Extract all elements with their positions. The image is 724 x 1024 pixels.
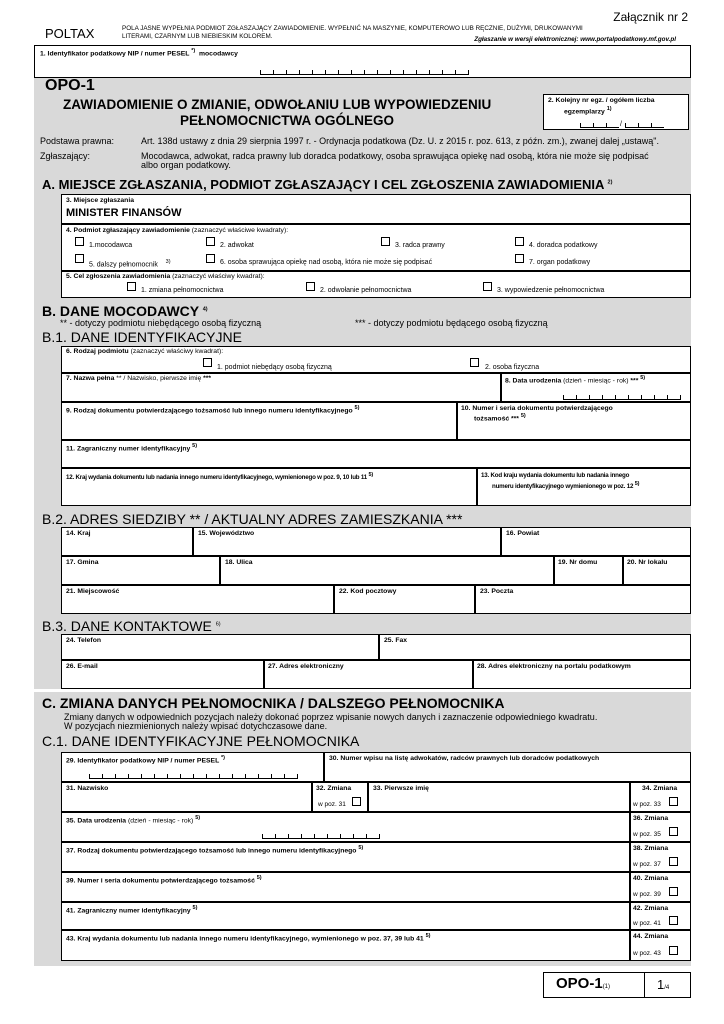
c1-title: C.1. DANE IDENTYFIKACYJNE PEŁNOMOCNIKA [42, 733, 360, 749]
field-24-label: 24. Telefon [66, 637, 101, 644]
field-2-label-line2: egzemplarzy $^{1)}$ [564, 106, 612, 116]
field-23-label: 23. Poczta [480, 588, 514, 595]
field-32-label: 32. Zmiana [316, 785, 352, 792]
checkbox-42[interactable] [669, 916, 678, 925]
field-22-label: 22. Kod pocztowy [339, 588, 397, 595]
checkbox-44[interactable] [669, 946, 678, 955]
field-8-cells [563, 395, 681, 400]
checkbox-4-opiekun[interactable] [206, 254, 215, 263]
checkbox-4-doradca[interactable] [515, 237, 524, 246]
field-43-label: 43. Kraj wydania dokumentu lub nadania innego numeru identyfikacyjnego, wymienionego w poz. 37, 39 lub 41 $^{5)}$ [66, 933, 431, 943]
footer-page-number: 1/4 [657, 977, 670, 992]
checkbox-38[interactable] [669, 857, 678, 866]
field-21-label: 21. Miejscowość [66, 588, 120, 595]
field-36-label: 36. Zmiana [633, 815, 669, 822]
field-40-poz: w poz. 39 [633, 891, 661, 898]
field-2-cells-left [580, 123, 619, 128]
field-42-poz: w poz. 41 [633, 920, 661, 927]
field-27-label: 27. Adres elektroniczny [268, 663, 344, 670]
field-35-label: 35. Data urodzenia (dzień - miesiąc - rok) $^{5)}$ [66, 815, 201, 825]
footer-form-code: OPO-1(1) [556, 975, 611, 992]
field-15-label: 15. Województwo [198, 530, 255, 537]
option-4-opiekun: 6. osoba sprawująca opiekę nad osobą, która nie może się podpisać [220, 259, 433, 266]
option-5-wypowiedzenie: 3. wypowiedzenie pełnomocnictwa [497, 287, 605, 294]
instructions-line2: LITERAMI, CZARNYM LUB NIEBIESKIM KOLOREM. [122, 33, 273, 40]
checkbox-40[interactable] [669, 887, 678, 896]
field-42-label: 42. Zmiana [633, 905, 669, 912]
field-34-label: 34. Zmiana [642, 785, 678, 792]
field-33-label: 33. Pierwsze imię [373, 785, 429, 792]
checkbox-6-osoba[interactable] [470, 358, 479, 367]
field-31-label: 31. Nazwisko [66, 785, 109, 792]
field-16-label: 16. Powiat [506, 530, 540, 537]
submitter-line2: albo organ podatkowy. [141, 160, 231, 170]
section-a-title: A. MIEJSCE ZGŁASZANIA, PODMIOT ZGŁASZAJĄCY I CEL ZGŁOSZENIA ZAWIADOMIENIA $^{2)}$ [42, 177, 613, 192]
field-2-cells-right [625, 123, 664, 128]
form-title-line2: PEŁNOMOCNICTWA OGÓLNEGO [180, 113, 394, 128]
field-30-label: 30. Numer wpisu na listę adwokatów, radców prawnych lub doradców podatkowych [329, 755, 600, 762]
field-14-label: 14. Kraj [66, 530, 91, 537]
field-13-label-line1: 13. Kod kraju wydania dokumentu lub nadania innego [481, 472, 630, 479]
legal-basis-text: Art. 138d ustawy z dnia 29 sierpnia 1997 r. - Ordynacja podatkowa (Dz. U. z 2015 r. poz. 613, z późn. zm.), zwanej dalej „ustawą". [141, 136, 659, 146]
field-25-label: 25. Fax [384, 637, 408, 644]
field-12-label: 12. Kraj wydania dokumentu lub nadania innego numeru identyfikacyjnego, wymienionego w poz. 9, 10 lub 11 $^{5)}$ [66, 472, 374, 482]
checkbox-32[interactable] [352, 797, 361, 806]
field-35-cells [262, 834, 380, 839]
poltax-label: POLTAX [45, 26, 95, 41]
field-36-poz: w poz. 35 [633, 831, 661, 838]
field-38-poz: w poz. 37 [633, 861, 661, 868]
field-29-label: 29. Identyfikator podatkowy NIP / numer PESEL *) [66, 755, 225, 765]
field-1-digit-cells [260, 70, 469, 75]
footer-divider [644, 972, 645, 998]
submitter-label: Zgłaszający: [40, 151, 91, 161]
field-8-label: 8. Data urodzenia (dzień - miesiąc - rok) *** $^{5)}$ [505, 375, 646, 385]
option-4-dalszy: 5. dalszy pełnomocnik $^{3)}$ [89, 259, 171, 269]
section-c-note-line1: Zmiany danych w odpowiednich pozycjach należy dokonać poprzez wpisanie nowych danych i zaznaczenie odpowiedniego kwadratu. [64, 712, 598, 722]
field-40-label: 40. Zmiana [633, 875, 669, 882]
field-3-value: MINISTER FINANSÓW [66, 207, 182, 219]
field-7-label: 7. Nazwa pełna ** / Nazwisko, pierwsze imię *** [66, 375, 212, 382]
checkbox-4-adwokat[interactable] [206, 237, 215, 246]
field-28-label: 28. Adres elektroniczny na portalu podatkowym [477, 663, 631, 670]
field-18-label: 18. Ulica [225, 559, 253, 566]
section-c-title: C. ZMIANA DANYCH PEŁNOMOCNIKA / DALSZEGO PEŁNOMOCNIKA [42, 695, 505, 711]
option-4-doradca: 4. doradca podatkowy [529, 242, 598, 249]
option-4-mocodawca: 1.mocodawca [89, 242, 133, 249]
checkbox-5-wypowiedzenie[interactable] [483, 282, 492, 291]
field-5-label: 5. Cel zgłoszenia zawiadomienia (zaznaczyć właściwy kwadrat): [66, 273, 265, 280]
field-2-separator: / [620, 121, 622, 128]
option-4-organ: 7. organ podatkowy [529, 259, 591, 266]
checkbox-4-mocodawca[interactable] [75, 237, 84, 246]
option-4-adwokat: 2. adwokat [220, 242, 254, 249]
section-b-note-left: ** - dotyczy podmiotu niebędącego osobą fizyczną [60, 318, 262, 328]
field-24-box[interactable] [61, 634, 379, 660]
field-6-label: 6. Rodzaj podmiotu (zaznaczyć właściwy kwadrat): [66, 348, 224, 355]
checkbox-6-podmiot[interactable] [203, 358, 212, 367]
field-11-label: 11. Zagraniczny numer identyfikacyjny $^{5)}$ [66, 443, 198, 453]
b2-title: B.2. ADRES SIEDZIBY ** / AKTUALNY ADRES ZAMIESZKANIA *** [42, 511, 463, 527]
field-37-label: 37. Rodzaj dokumentu potwierdzającego tożsamość lub innego numeru identyfikacyjnego $^{5)}$ [66, 845, 364, 855]
field-32-poz: w poz. 31 [318, 801, 346, 808]
field-18-box[interactable] [220, 556, 554, 585]
form-code: OPO-1 [45, 77, 95, 94]
option-6-podmiot: 1. podmiot niebędący osobą fizyczną [217, 364, 332, 371]
field-2-label-line1: 2. Kolejny nr egz. / ogółem liczba [548, 97, 655, 104]
field-1-label: 1. Identyfikator podatkowy NIP / numer PESEL *) mocodawcy [40, 48, 238, 58]
field-39-label: 39. Numer i seria dokumentu potwierdzającego tożsamość $^{5)}$ [66, 875, 262, 885]
field-19-label: 19. Nr domu [558, 559, 598, 566]
field-29-cells [89, 774, 298, 779]
section-b-note-right: *** - dotyczy podmiotu będącego osobą fizyczną [355, 318, 548, 328]
legal-basis-label: Podstawa prawna: [40, 136, 115, 146]
field-17-label: 17. Gmina [66, 559, 99, 566]
field-9-label: 9. Rodzaj dokumentu potwierdzającego tożsamość lub innego numeru identyfikacyjnego $^{5)}$ [66, 405, 360, 415]
field-41-label: 41. Zagraniczny numer identyfikacyjny $^{5)}$ [66, 905, 198, 915]
checkbox-4-organ[interactable] [515, 254, 524, 263]
checkbox-5-zmiana[interactable] [127, 282, 136, 291]
field-26-label: 26. E-mail [66, 663, 98, 670]
field-38-label: 38. Zmiana [633, 845, 669, 852]
checkbox-36[interactable] [669, 827, 678, 836]
electronic-filing-note: Zgłaszanie w wersji elektronicznej: www.portalpodatkowy.mf.gov.pl [474, 36, 676, 43]
field-25-box[interactable] [379, 634, 691, 660]
option-4-radca: 3. radca prawny [395, 242, 445, 249]
option-5-zmiana: 1. zmiana pełnomocnictwa [141, 287, 224, 294]
field-10-label-line2: tożsamość *** $^{5)}$ [474, 413, 526, 423]
field-34-poz: w poz. 33 [633, 801, 661, 808]
field-44-label: 44. Zmiana [633, 933, 669, 940]
option-5-odwolanie: 2. odwołanie pełnomocnictwa [320, 287, 412, 294]
section-c-note-line2: W pozycjach niezmienionych należy wpisać dotychczasowe dane. [64, 721, 328, 731]
form-title-line1: ZAWIADOMIENIE O ZMIANIE, ODWOŁANIU LUB WYPOWIEDZENIU [63, 97, 492, 112]
b3-title: B.3. DANE KONTAKTOWE $^{6)}$ [42, 618, 221, 634]
field-44-poz: w poz. 43 [633, 950, 661, 957]
option-6-osoba: 2. osoba fizyczna [485, 364, 540, 371]
field-3-label: 3. Miejsce zgłaszania [66, 197, 135, 204]
checkbox-4-radca[interactable] [381, 237, 390, 246]
submitter-line1: Mocodawca, adwokat, radca prawny lub doradca podatkowy, osoba sprawująca opiekę nad osobą, która nie może się podpisać [141, 151, 649, 161]
field-13-label-line2: numeru identyfikacyjnego wymienionego w poz. 12 $^{5)}$ [492, 481, 640, 491]
checkbox-34[interactable] [669, 797, 678, 806]
field-20-label: 20. Nr lokalu [627, 559, 668, 566]
checkbox-4-dalszy[interactable] [75, 254, 84, 263]
checkbox-5-odwolanie[interactable] [306, 282, 315, 291]
section-b-title: B. DANE MOCODAWCY $^{4)}$ [42, 303, 208, 319]
attachment-label: Załącznik nr 2 [613, 10, 688, 24]
instructions-line1: POLA JASNE WYPEŁNIA PODMIOT ZGŁASZAJĄCY ZAWIADOMIENIE. WYPEŁNIĆ NA MASZYNIE, KOMPUTEROWO LUB RĘCZNIE, DUŻYMI, DRUKOWANYMI [122, 25, 583, 32]
b1-title: B.1. DANE IDENTYFIKACYJNE [42, 329, 242, 345]
field-4-label: 4. Podmiot zgłaszający zawiadomienie (zaznaczyć właściwe kwadraty): [66, 227, 289, 234]
field-10-label-line1: 10. Numer i seria dokumentu potwierdzającego [461, 405, 613, 412]
